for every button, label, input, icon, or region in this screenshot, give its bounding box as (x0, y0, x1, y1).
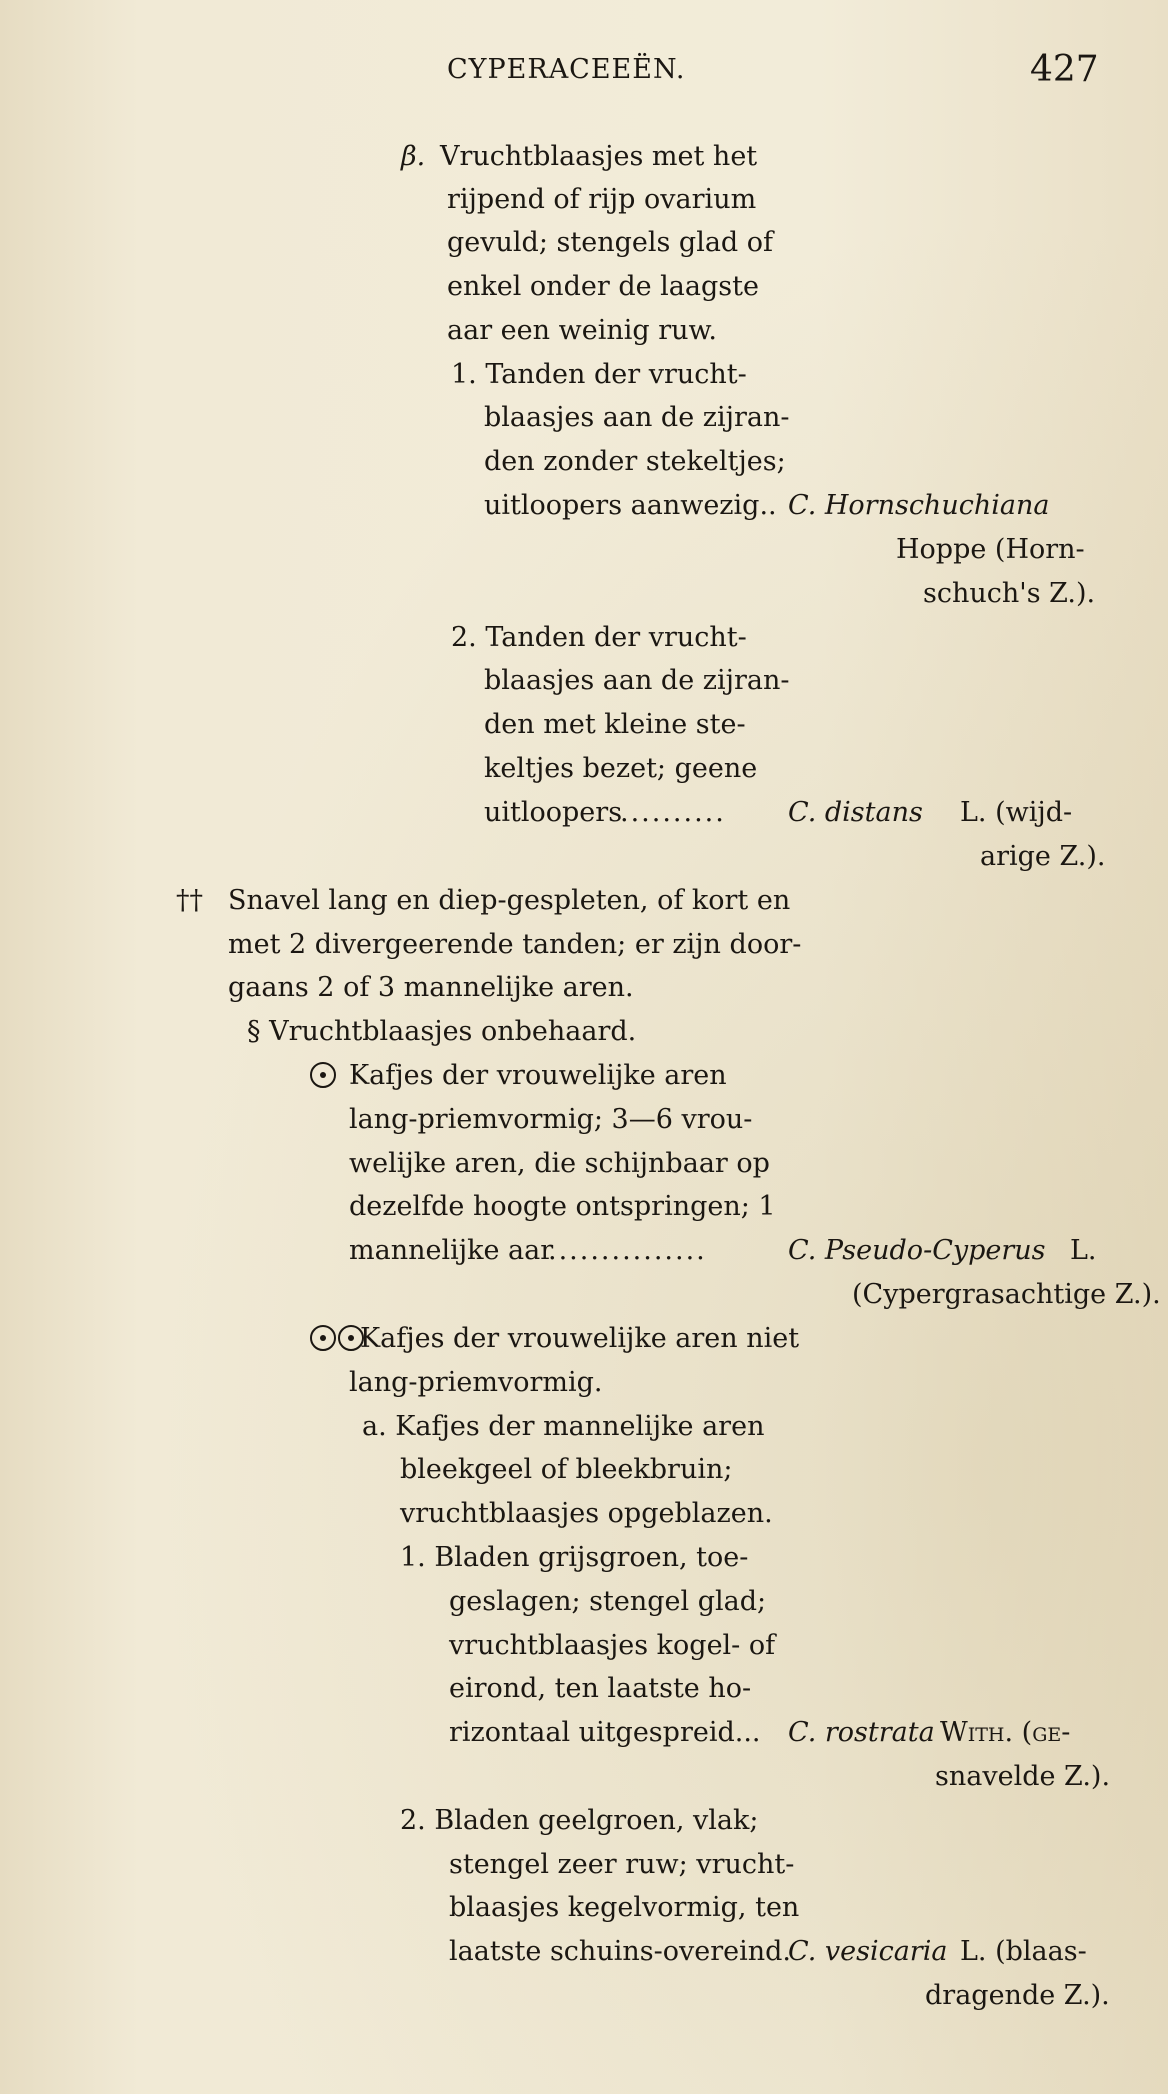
text-line: rizontaal uitgespreid... (449, 1717, 761, 1748)
key-marker-double-dagger: †† (176, 885, 203, 916)
double-circle-marker (310, 1325, 366, 1354)
text-line: Vruchtblaasjes met het (440, 141, 758, 172)
text-line: 2. Bladen geelgroen, vlak; (400, 1805, 759, 1836)
species-author: L. (1070, 1235, 1097, 1266)
text-line: Kafjes der vrouwelijke aren (349, 1060, 727, 1091)
text-line: gaans 2 of 3 mannelijke aren. (228, 972, 634, 1003)
species-author: L. (blaas- (960, 1936, 1087, 1967)
species-name: C. rostrata (788, 1717, 935, 1748)
text-line: lang-priemvormig. (349, 1367, 603, 1398)
text-line: met 2 divergeerende tanden; er zijn door- (228, 929, 802, 960)
text-line: stengel zeer ruw; vrucht- (449, 1849, 795, 1880)
text-line: vruchtblaasjes opgeblazen. (400, 1498, 773, 1529)
text-line: snavelde Z.). (935, 1761, 1111, 1792)
text-line: den zonder stekeltjes; (484, 446, 786, 477)
species-name: C. vesicaria (788, 1936, 948, 1967)
text-line: lang-priemvormig; 3—6 vrou- (349, 1104, 753, 1135)
text-line: blaasjes aan de zijran- (484, 665, 790, 696)
text-line: enkel onder de laagste (447, 271, 759, 302)
text-line: Snavel lang en diep-gespleten, of kort en (228, 885, 791, 916)
text-line: 2. Tanden der vrucht- (451, 622, 747, 653)
text-line: 1. Bladen grijsgroen, toe- (400, 1542, 749, 1573)
text-line: mannelijke aar (349, 1235, 554, 1266)
key-marker-beta: β. (401, 141, 426, 172)
text-line: eirond, ten laatste ho- (449, 1673, 752, 1704)
text-line: blaasjes kegelvormig, ten (449, 1892, 800, 1923)
dot-circle-icon (310, 1325, 336, 1351)
text-line: geslagen; stengel glad; (449, 1586, 767, 1617)
species-name: C. Hornschuchiana (788, 490, 1050, 521)
text-line: arige Z.). (980, 841, 1106, 872)
text-line: Kafjes der vrouwelijke aren niet (360, 1323, 800, 1354)
species-name: C. Pseudo-Cyperus (788, 1235, 1046, 1266)
text-line: dragende Z.). (925, 1980, 1110, 2011)
page-number: 427 (1030, 49, 1099, 90)
species-name: C. distans (788, 797, 923, 828)
species-author: Hoppe (Horn- (896, 534, 1085, 565)
text-line: uitloopers aanwezig.. (484, 490, 777, 521)
leader-dots: ............... (548, 1235, 707, 1266)
text-line: aar een weinig ruw. (447, 315, 718, 346)
dot-circle-icon (310, 1062, 336, 1088)
text-line: (Cypergrasachtige Z.). (852, 1279, 1161, 1310)
text-line: bleekgeel of bleekbruin; (400, 1454, 733, 1485)
text-line: dezelfde hoogte ontspringen; 1 (349, 1191, 776, 1222)
single-circle-marker (310, 1062, 338, 1091)
text-line: welijke aren, die schijnbaar op (349, 1148, 770, 1179)
text-line: vruchtblaasjes kogel- of (449, 1630, 776, 1661)
leader-dots: .......... (620, 797, 726, 828)
text-line: den met kleine ste- (484, 709, 746, 740)
text-line: § Vruchtblaasjes onbehaard. (247, 1016, 637, 1047)
text-line: keltjes bezet; geene (484, 753, 758, 784)
text-line: 1. Tanden der vrucht- (451, 359, 747, 390)
text-line: blaasjes aan de zijran- (484, 402, 790, 433)
text-line: gevuld; stengels glad of (447, 227, 774, 258)
species-author: L. (wijd- (960, 797, 1073, 828)
text-line: a. Kafjes der mannelijke aren (362, 1411, 765, 1442)
text-line: rijpend of rijp ovarium (447, 184, 757, 215)
text-line: laatste schuins-overeind. (449, 1936, 791, 1967)
text-line: schuch's Z.). (923, 578, 1096, 609)
text-line: uitloopers (484, 797, 623, 828)
running-header-title: CYPERACEEËN. (447, 54, 686, 85)
species-author: With. (ge- (940, 1717, 1071, 1748)
